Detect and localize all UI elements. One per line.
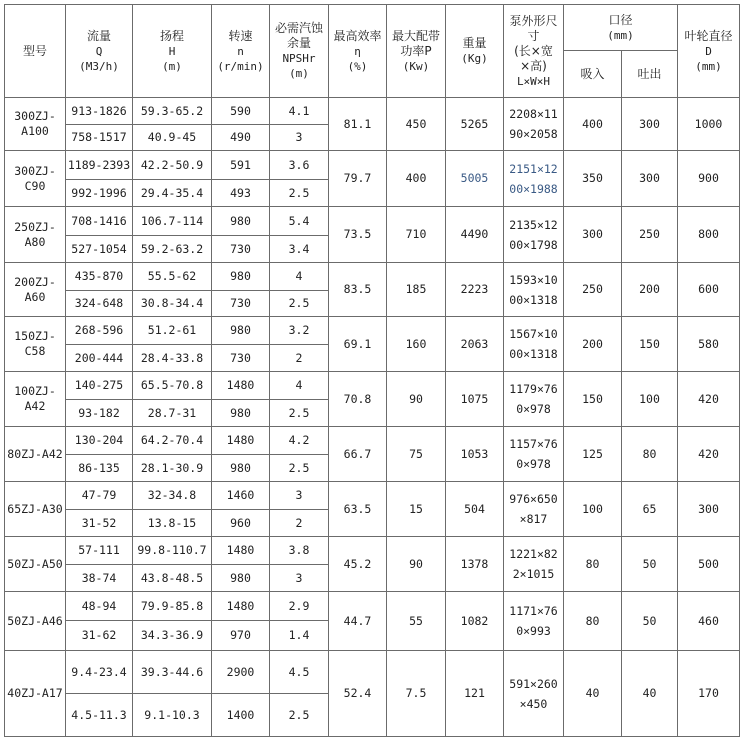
cell-dimensions: 976×650 ×817 xyxy=(504,482,564,537)
table-row xyxy=(5,427,740,455)
col-header-efficiency: 最高效率 η (%) xyxy=(329,5,387,98)
cell-head: 28.1-30.9 xyxy=(133,455,212,482)
cell-dimensions: 2151×12 00×1988 xyxy=(504,151,564,207)
cell-speed: 493 xyxy=(212,180,270,207)
cell-model: 40ZJ-A17 xyxy=(5,651,66,737)
cell-weight: 504 xyxy=(446,482,504,537)
header-row-1 xyxy=(5,5,740,51)
cell-speed: 1480 xyxy=(212,372,270,400)
cell-head: 30.8-34.4 xyxy=(133,291,212,317)
cell-model: 250ZJ- A80 xyxy=(5,207,66,263)
cell-power: 710 xyxy=(387,207,446,263)
cell-inlet: 150 xyxy=(564,372,622,427)
cell-speed: 980 xyxy=(212,455,270,482)
cell-speed: 1480 xyxy=(212,537,270,565)
cell-impeller: 170 xyxy=(678,651,740,737)
cell-inlet: 100 xyxy=(564,482,622,537)
col-header-flow: 流量 Q (M3/h) xyxy=(66,5,133,98)
cell-weight: 4490 xyxy=(446,207,504,263)
cell-weight: 2063 xyxy=(446,317,504,372)
cell-flow: 435-870 xyxy=(66,263,133,291)
cell-efficiency: 45.2 xyxy=(329,537,387,592)
cell-npsh: 4 xyxy=(270,263,329,291)
cell-head: 28.4-33.8 xyxy=(133,345,212,372)
col-header-head: 扬程 H (m) xyxy=(133,5,212,98)
pump-spec-table xyxy=(4,4,740,737)
cell-efficiency: 66.7 xyxy=(329,427,387,482)
col-header-dimensions: 泵外形尺 寸 (长×宽 ×高) L×W×H xyxy=(504,5,564,98)
cell-flow: 4.5-11.3 xyxy=(66,694,133,737)
cell-weight: 1075 xyxy=(446,372,504,427)
cell-outlet: 200 xyxy=(622,263,678,317)
cell-outlet: 50 xyxy=(622,592,678,651)
cell-flow: 758-1517 xyxy=(66,125,133,151)
cell-flow: 57-111 xyxy=(66,537,133,565)
cell-outlet: 40 xyxy=(622,651,678,737)
cell-outlet: 80 xyxy=(622,427,678,482)
cell-npsh: 3.2 xyxy=(270,317,329,345)
cell-speed: 490 xyxy=(212,125,270,151)
cell-model: 50ZJ-A46 xyxy=(5,592,66,651)
cell-npsh: 3.8 xyxy=(270,537,329,565)
cell-model: 100ZJ- A42 xyxy=(5,372,66,427)
cell-npsh: 4.1 xyxy=(270,98,329,125)
cell-dimensions: 2208×11 90×2058 xyxy=(504,98,564,151)
cell-npsh: 2.5 xyxy=(270,180,329,207)
cell-head: 32-34.8 xyxy=(133,482,212,510)
cell-head: 13.8-15 xyxy=(133,510,212,537)
table-row xyxy=(5,592,740,621)
cell-weight: 5005 xyxy=(446,151,504,207)
cell-outlet: 65 xyxy=(622,482,678,537)
cell-weight: 5265 xyxy=(446,98,504,151)
cell-flow: 38-74 xyxy=(66,565,133,592)
cell-inlet: 80 xyxy=(564,537,622,592)
cell-impeller: 1000 xyxy=(678,98,740,151)
cell-speed: 1480 xyxy=(212,427,270,455)
cell-speed: 591 xyxy=(212,151,270,180)
cell-outlet: 300 xyxy=(622,98,678,151)
cell-inlet: 80 xyxy=(564,592,622,651)
cell-flow: 47-79 xyxy=(66,482,133,510)
cell-efficiency: 79.7 xyxy=(329,151,387,207)
cell-model: 65ZJ-A30 xyxy=(5,482,66,537)
cell-npsh: 2.5 xyxy=(270,694,329,737)
col-header-outlet: 吐出 xyxy=(622,51,678,98)
table-row xyxy=(5,372,740,400)
cell-model: 50ZJ-A50 xyxy=(5,537,66,592)
cell-npsh: 4 xyxy=(270,372,329,400)
cell-head: 64.2-70.4 xyxy=(133,427,212,455)
cell-flow: 708-1416 xyxy=(66,207,133,236)
col-header-power: 最大配带 功率P (Kw) xyxy=(387,5,446,98)
cell-npsh: 3 xyxy=(270,565,329,592)
cell-flow: 130-204 xyxy=(66,427,133,455)
cell-power: 15 xyxy=(387,482,446,537)
cell-power: 400 xyxy=(387,151,446,207)
cell-speed: 960 xyxy=(212,510,270,537)
cell-dimensions: 1157×76 0×978 xyxy=(504,427,564,482)
cell-flow: 9.4-23.4 xyxy=(66,651,133,694)
cell-impeller: 460 xyxy=(678,592,740,651)
cell-speed: 730 xyxy=(212,291,270,317)
cell-flow: 200-444 xyxy=(66,345,133,372)
cell-speed: 980 xyxy=(212,565,270,592)
cell-flow: 93-182 xyxy=(66,400,133,427)
table-row xyxy=(5,482,740,510)
cell-dimensions: 591×260 ×450 xyxy=(504,651,564,737)
cell-flow: 31-52 xyxy=(66,510,133,537)
cell-speed: 1480 xyxy=(212,592,270,621)
cell-flow: 324-648 xyxy=(66,291,133,317)
cell-dimensions: 1179×76 0×978 xyxy=(504,372,564,427)
cell-speed: 980 xyxy=(212,207,270,236)
cell-impeller: 900 xyxy=(678,151,740,207)
cell-dimensions: 1171×76 0×993 xyxy=(504,592,564,651)
cell-npsh: 5.4 xyxy=(270,207,329,236)
cell-efficiency: 63.5 xyxy=(329,482,387,537)
cell-npsh: 1.4 xyxy=(270,621,329,651)
cell-power: 55 xyxy=(387,592,446,651)
cell-outlet: 50 xyxy=(622,537,678,592)
cell-outlet: 100 xyxy=(622,372,678,427)
cell-speed: 590 xyxy=(212,98,270,125)
cell-inlet: 350 xyxy=(564,151,622,207)
cell-head: 55.5-62 xyxy=(133,263,212,291)
cell-dimensions: 1221×82 2×1015 xyxy=(504,537,564,592)
cell-speed: 980 xyxy=(212,317,270,345)
cell-efficiency: 73.5 xyxy=(329,207,387,263)
cell-flow: 913-1826 xyxy=(66,98,133,125)
cell-inlet: 250 xyxy=(564,263,622,317)
cell-model: 150ZJ- C58 xyxy=(5,317,66,372)
cell-impeller: 500 xyxy=(678,537,740,592)
cell-weight: 1053 xyxy=(446,427,504,482)
table-body xyxy=(5,98,740,737)
cell-head: 42.2-50.9 xyxy=(133,151,212,180)
cell-npsh: 2 xyxy=(270,345,329,372)
cell-inlet: 40 xyxy=(564,651,622,737)
cell-flow: 268-596 xyxy=(66,317,133,345)
cell-head: 79.9-85.8 xyxy=(133,592,212,621)
table-row xyxy=(5,263,740,291)
col-header-caliber: 口径 (mm) xyxy=(564,5,678,51)
cell-efficiency: 52.4 xyxy=(329,651,387,737)
cell-head: 51.2-61 xyxy=(133,317,212,345)
cell-npsh: 4.2 xyxy=(270,427,329,455)
col-header-npsh: 必需汽蚀 余量 NPSHr (m) xyxy=(270,5,329,98)
cell-head: 9.1-10.3 xyxy=(133,694,212,737)
cell-head: 28.7-31 xyxy=(133,400,212,427)
cell-power: 160 xyxy=(387,317,446,372)
cell-flow: 48-94 xyxy=(66,592,133,621)
cell-speed: 970 xyxy=(212,621,270,651)
cell-head: 29.4-35.4 xyxy=(133,180,212,207)
cell-power: 185 xyxy=(387,263,446,317)
cell-efficiency: 70.8 xyxy=(329,372,387,427)
col-header-inlet: 吸入 xyxy=(564,51,622,98)
cell-flow: 1189-2393 xyxy=(66,151,133,180)
cell-inlet: 300 xyxy=(564,207,622,263)
cell-outlet: 300 xyxy=(622,151,678,207)
cell-model: 300ZJ- C90 xyxy=(5,151,66,207)
cell-outlet: 150 xyxy=(622,317,678,372)
cell-npsh: 3 xyxy=(270,482,329,510)
cell-npsh: 2.5 xyxy=(270,291,329,317)
cell-flow: 140-275 xyxy=(66,372,133,400)
cell-impeller: 300 xyxy=(678,482,740,537)
cell-outlet: 250 xyxy=(622,207,678,263)
cell-dimensions: 2135×12 00×1798 xyxy=(504,207,564,263)
cell-speed: 980 xyxy=(212,400,270,427)
cell-dimensions: 1567×10 00×1318 xyxy=(504,317,564,372)
table-row xyxy=(5,317,740,345)
cell-power: 75 xyxy=(387,427,446,482)
cell-inlet: 400 xyxy=(564,98,622,151)
cell-flow: 527-1054 xyxy=(66,236,133,263)
col-header-impeller: 叶轮直径 D (mm) xyxy=(678,5,740,98)
cell-power: 7.5 xyxy=(387,651,446,737)
cell-weight: 2223 xyxy=(446,263,504,317)
cell-speed: 1400 xyxy=(212,694,270,737)
cell-npsh: 2.5 xyxy=(270,400,329,427)
cell-weight: 1082 xyxy=(446,592,504,651)
cell-flow: 31-62 xyxy=(66,621,133,651)
cell-head: 39.3-44.6 xyxy=(133,651,212,694)
cell-power: 90 xyxy=(387,372,446,427)
cell-speed: 730 xyxy=(212,236,270,263)
cell-efficiency: 83.5 xyxy=(329,263,387,317)
cell-impeller: 580 xyxy=(678,317,740,372)
cell-impeller: 800 xyxy=(678,207,740,263)
cell-head: 43.8-48.5 xyxy=(133,565,212,592)
cell-impeller: 420 xyxy=(678,372,740,427)
table-row xyxy=(5,98,740,125)
cell-weight: 1378 xyxy=(446,537,504,592)
col-header-model: 型号 xyxy=(5,5,66,98)
cell-npsh: 2.5 xyxy=(270,455,329,482)
cell-npsh: 3 xyxy=(270,125,329,151)
cell-head: 106.7-114 xyxy=(133,207,212,236)
table-row xyxy=(5,651,740,694)
cell-head: 59.2-63.2 xyxy=(133,236,212,263)
cell-power: 90 xyxy=(387,537,446,592)
cell-npsh: 4.5 xyxy=(270,651,329,694)
cell-head: 99.8-110.7 xyxy=(133,537,212,565)
cell-speed: 2900 xyxy=(212,651,270,694)
cell-flow: 992-1996 xyxy=(66,180,133,207)
cell-impeller: 600 xyxy=(678,263,740,317)
cell-head: 34.3-36.9 xyxy=(133,621,212,651)
cell-impeller: 420 xyxy=(678,427,740,482)
col-header-speed: 转速 n (r/min) xyxy=(212,5,270,98)
cell-model: 200ZJ- A60 xyxy=(5,263,66,317)
cell-npsh: 2.9 xyxy=(270,592,329,621)
cell-head: 40.9-45 xyxy=(133,125,212,151)
cell-weight: 121 xyxy=(446,651,504,737)
cell-head: 65.5-70.8 xyxy=(133,372,212,400)
cell-model: 80ZJ-A42 xyxy=(5,427,66,482)
cell-npsh: 3.4 xyxy=(270,236,329,263)
cell-flow: 86-135 xyxy=(66,455,133,482)
cell-model: 300ZJ- A100 xyxy=(5,98,66,151)
cell-efficiency: 69.1 xyxy=(329,317,387,372)
col-header-weight: 重量 (Kg) xyxy=(446,5,504,98)
cell-speed: 1460 xyxy=(212,482,270,510)
table-row xyxy=(5,151,740,180)
cell-inlet: 125 xyxy=(564,427,622,482)
cell-speed: 730 xyxy=(212,345,270,372)
cell-npsh: 2 xyxy=(270,510,329,537)
cell-efficiency: 44.7 xyxy=(329,592,387,651)
cell-inlet: 200 xyxy=(564,317,622,372)
cell-dimensions: 1593×10 00×1318 xyxy=(504,263,564,317)
table-row xyxy=(5,207,740,236)
cell-npsh: 3.6 xyxy=(270,151,329,180)
cell-efficiency: 81.1 xyxy=(329,98,387,151)
table-row xyxy=(5,537,740,565)
cell-speed: 980 xyxy=(212,263,270,291)
cell-power: 450 xyxy=(387,98,446,151)
cell-head: 59.3-65.2 xyxy=(133,98,212,125)
